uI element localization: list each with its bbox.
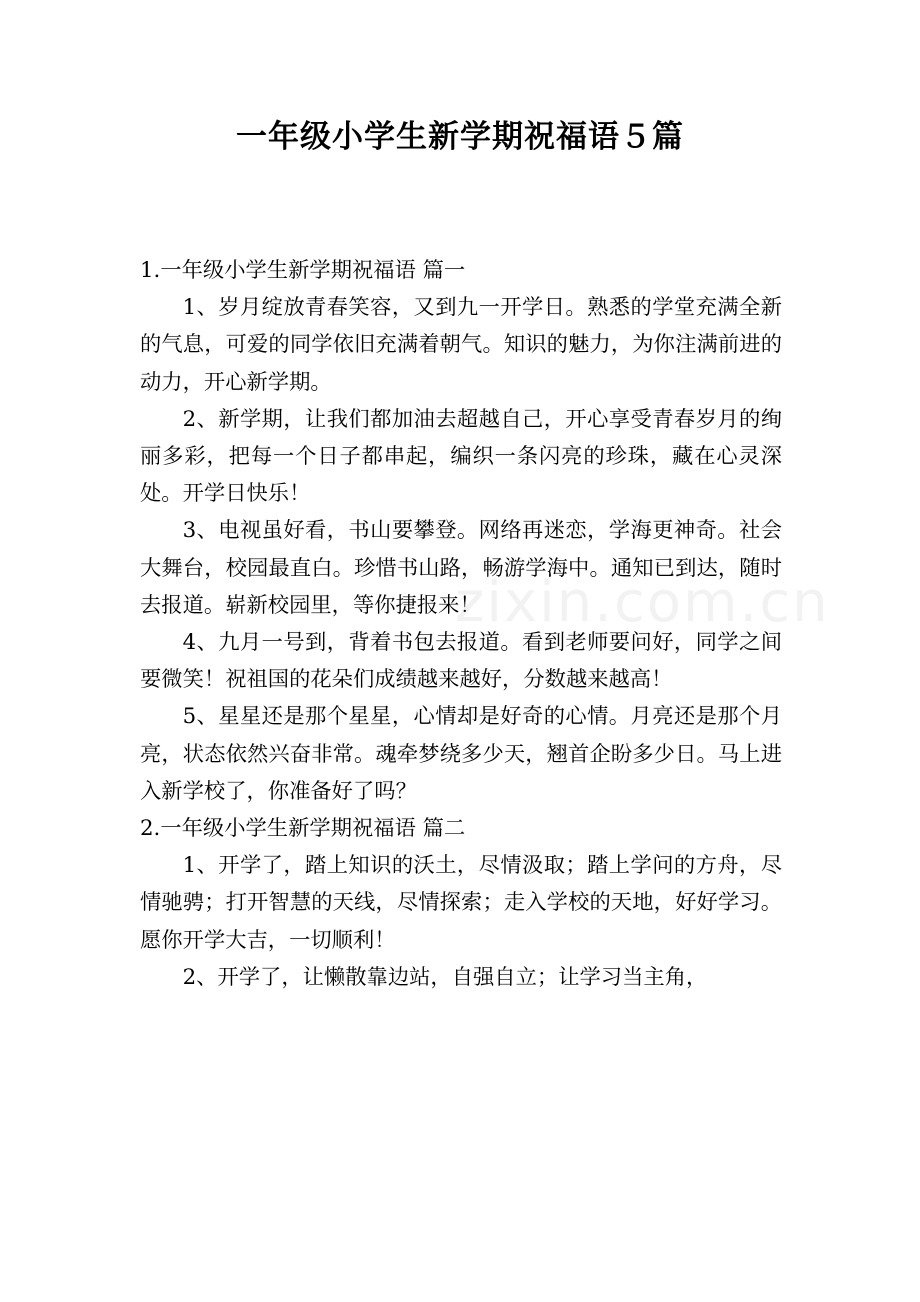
paragraph: 2、新学期，让我们都加油去超越自己，开心享受青春岁月的绚丽多彩，把每一个日子都串起，编织一条闪亮的珍珠，藏在心灵深处。开学日快乐！ — [140, 406, 782, 507]
section-heading: 2.一年级小学生新学期祝福语 篇二 — [140, 816, 466, 842]
document-body — [140, 252, 782, 996]
paragraph: 1、岁月绽放青春笑容，又到九一开学日。熟悉的学堂充满全新的气息，可爱的同学依旧充满着朝气。知识的魅力，为你注满前进的动力，开心新学期。 — [140, 295, 782, 395]
section-heading: 1.一年级小学生新学期祝福语 篇一 — [140, 258, 466, 283]
paragraph: 3、电视虽好看，书山要攀登。网络再迷恋，学海更神奇。社会大舞台，校园最直白。珍惜书山路，畅游学海中。通知已到达，随时去报道。崭新校园里，等你捷报来！ — [140, 518, 782, 618]
watermark: zixin.com.cn — [455, 570, 830, 635]
paragraph: 2、开学了，让懒散靠边站，自强自立；让学习当主角， — [182, 964, 708, 990]
paragraph: 5、星星还是那个星星，心情却是好奇的心情。月亮还是那个月亮，状态依然兴奋非常。魂牵梦绕多少天，翘首企盼多少日。马上进入新学校了，你准备好了吗？ — [140, 704, 782, 804]
paragraph: 4、九月一号到，背着书包去报道。看到老师要问好，同学之间要微笑！祝祖国的花朵们成绩越来越好，分数越来越高！ — [140, 630, 782, 693]
document-title: 一年级小学生新学期祝福语５篇 — [236, 119, 684, 155]
paragraph: 1、开学了，踏上知识的沃土，尽情汲取；踏上学问的方舟，尽情驰骋；打开智慧的天线，尽情探索；走入学校的天地，好好学习。愿你开学大吉，一切顺利！ — [140, 853, 782, 953]
